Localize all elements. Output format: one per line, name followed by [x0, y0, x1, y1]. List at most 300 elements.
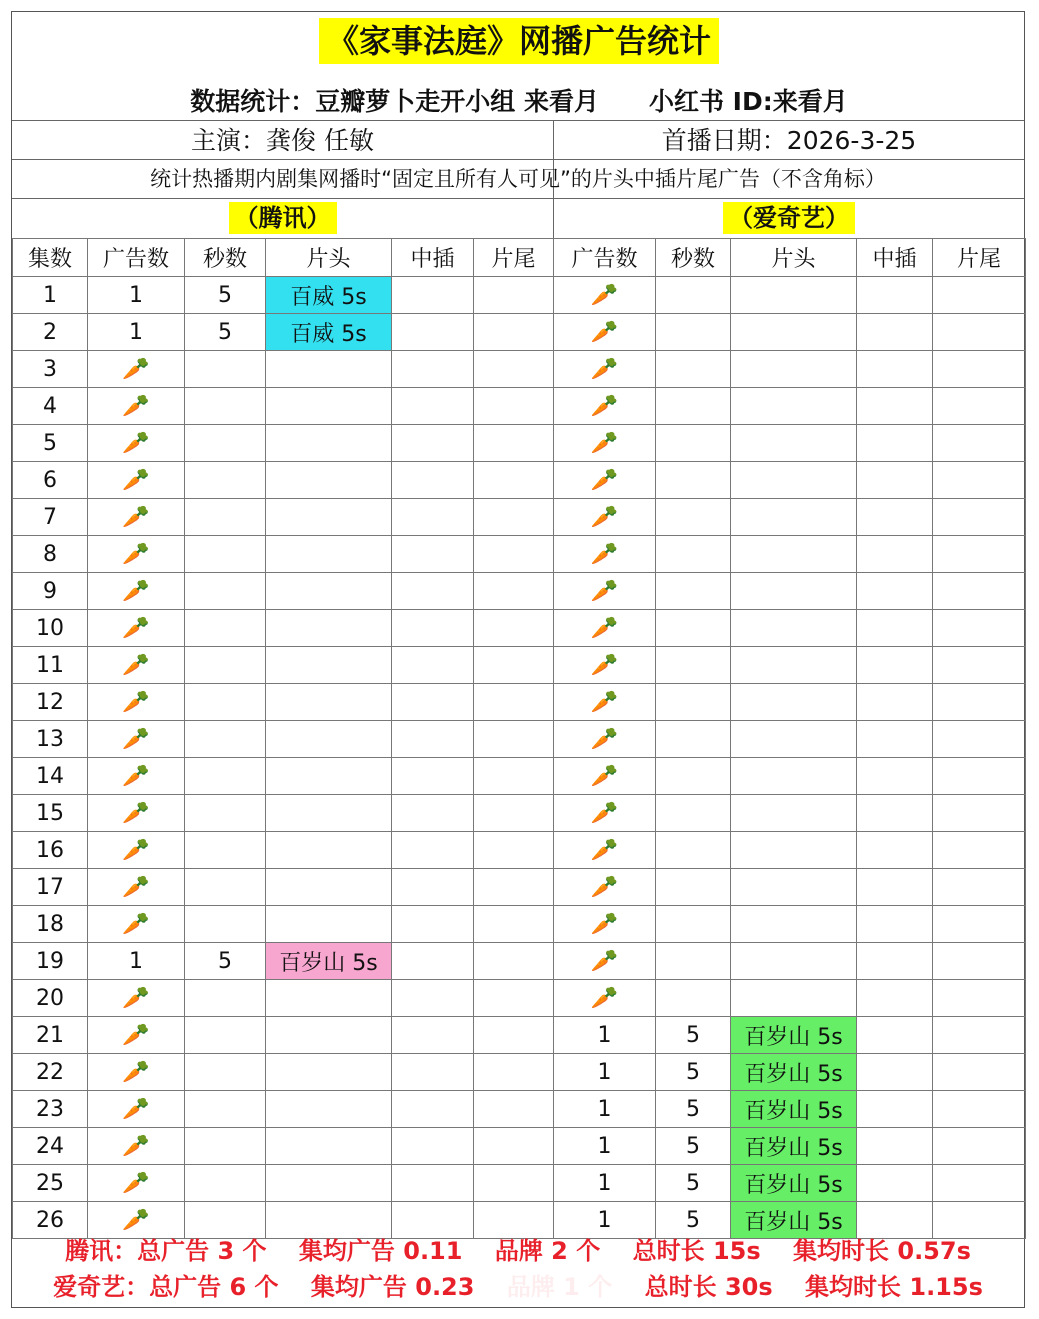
carrot-icon — [554, 499, 656, 536]
carrot-icon — [554, 314, 656, 351]
table-cell — [474, 684, 554, 721]
table-cell — [266, 1128, 392, 1165]
carrot-icon — [554, 721, 656, 758]
table-cell — [185, 351, 266, 388]
table-cell — [933, 1128, 1026, 1165]
table-cell — [857, 906, 933, 943]
carrot-icon — [554, 869, 656, 906]
carrot-icon — [554, 610, 656, 647]
table-cell — [731, 610, 857, 647]
table-row — [13, 277, 1026, 314]
table-cell — [731, 277, 857, 314]
table-cell — [392, 980, 474, 1017]
table-row — [13, 425, 1026, 462]
carrot-icon: 🥕 — [590, 800, 619, 826]
table-cell — [731, 536, 857, 573]
table-cell: 1 — [554, 1091, 656, 1128]
carrot-icon — [554, 462, 656, 499]
carrot-icon: 🥕 — [590, 467, 619, 493]
episode-cell: 4 — [13, 388, 88, 425]
table-cell — [392, 647, 474, 684]
table-row — [13, 1202, 1026, 1239]
table-cell — [857, 388, 933, 425]
table-cell — [392, 610, 474, 647]
table-cell — [857, 314, 933, 351]
table-cell — [474, 980, 554, 1017]
summary-item: 集均广告 0.11 — [298, 1237, 463, 1265]
table-cell — [933, 869, 1026, 906]
table-cell — [266, 1165, 392, 1202]
carrot-icon — [88, 906, 185, 943]
table-cell: 5 — [656, 1128, 731, 1165]
episode-cell: 3 — [13, 351, 88, 388]
table-cell — [857, 1128, 933, 1165]
episode-cell: 14 — [13, 758, 88, 795]
carrot-icon — [554, 388, 656, 425]
table-cell — [392, 425, 474, 462]
header-row — [13, 239, 1026, 277]
table-cell — [857, 832, 933, 869]
table-cell — [933, 906, 1026, 943]
table-row — [13, 795, 1026, 832]
table-cell: 百威 5s — [266, 277, 392, 314]
title-area — [12, 12, 1026, 72]
episode-cell: 1 — [13, 277, 88, 314]
col-header: 秒数 — [185, 239, 266, 277]
table-cell — [933, 314, 1026, 351]
table-cell: 百岁山 5s — [731, 1128, 857, 1165]
watermark-overlay — [492, 1274, 622, 1304]
table-cell — [392, 462, 474, 499]
carrot-icon — [88, 1128, 185, 1165]
table-cell — [857, 351, 933, 388]
platform-iqiyi-label: （爱奇艺） — [723, 202, 855, 234]
carrot-icon: 🥕 — [122, 356, 150, 382]
carrot-icon: 🥕 — [122, 1059, 150, 1085]
carrot-icon: 🥕 — [590, 319, 619, 345]
table-cell: 百岁山 5s — [731, 1017, 857, 1054]
table-cell — [392, 1091, 474, 1128]
episode-cell: 11 — [13, 647, 88, 684]
table-cell — [731, 351, 857, 388]
table-row — [13, 462, 1026, 499]
table-cell — [933, 351, 1026, 388]
carrot-icon — [554, 906, 656, 943]
carrot-icon — [88, 647, 185, 684]
table-cell — [266, 499, 392, 536]
table-cell — [185, 610, 266, 647]
table-cell: 1 — [554, 1202, 656, 1239]
carrot-icon: 🥕 — [590, 985, 619, 1011]
carrot-icon — [88, 832, 185, 869]
carrot-icon — [554, 795, 656, 832]
table-cell — [474, 351, 554, 388]
table-cell — [266, 536, 392, 573]
table-cell — [731, 721, 857, 758]
table-cell — [266, 721, 392, 758]
table-cell — [731, 425, 857, 462]
table-cell — [266, 1017, 392, 1054]
table-cell: 1 — [554, 1054, 656, 1091]
table-cell — [185, 721, 266, 758]
carrot-icon — [88, 462, 185, 499]
carrot-icon — [88, 795, 185, 832]
table-cell — [266, 647, 392, 684]
carrot-icon: 🥕 — [590, 393, 619, 419]
table-cell — [185, 573, 266, 610]
carrot-icon — [88, 610, 185, 647]
carrot-icon: 🥕 — [590, 430, 619, 456]
episode-cell: 2 — [13, 314, 88, 351]
episode-cell: 20 — [13, 980, 88, 1017]
table-cell — [731, 388, 857, 425]
table-row — [13, 351, 1026, 388]
table-cell — [185, 1202, 266, 1239]
table-row — [13, 721, 1026, 758]
carrot-icon: 🥕 — [122, 837, 150, 863]
table-cell: 1 — [88, 314, 185, 351]
carrot-icon — [88, 1054, 185, 1091]
carrot-icon — [554, 684, 656, 721]
table-cell — [474, 906, 554, 943]
carrot-icon — [554, 351, 656, 388]
table-row — [13, 536, 1026, 573]
table-cell — [857, 1017, 933, 1054]
carrot-icon — [88, 425, 185, 462]
table-cell: 5 — [656, 1017, 731, 1054]
table-row — [13, 499, 1026, 536]
table-row — [13, 610, 1026, 647]
table-cell — [857, 980, 933, 1017]
table-cell — [392, 758, 474, 795]
table-row — [13, 1054, 1026, 1091]
table-row — [13, 1128, 1026, 1165]
table-cell — [933, 1054, 1026, 1091]
table-row — [13, 647, 1026, 684]
episode-cell: 9 — [13, 573, 88, 610]
summary-item: 集均时长 0.57s — [793, 1237, 971, 1265]
summary-item: 品牌 2 个 — [494, 1237, 601, 1265]
table-cell — [857, 499, 933, 536]
episode-cell: 12 — [13, 684, 88, 721]
table-cell — [266, 1202, 392, 1239]
carrot-icon: 🥕 — [590, 948, 619, 974]
table-cell — [656, 869, 731, 906]
premiere-date: 首播日期：2026-3-25 — [661, 126, 917, 155]
table-row — [13, 906, 1026, 943]
col-header: 集数 — [13, 239, 88, 277]
table-cell — [857, 721, 933, 758]
table-cell — [185, 462, 266, 499]
carrot-icon: 🥕 — [122, 430, 150, 456]
table-cell — [392, 1017, 474, 1054]
table-cell — [392, 832, 474, 869]
table-cell — [731, 943, 857, 980]
table-cell — [731, 832, 857, 869]
table-row — [13, 573, 1026, 610]
table-cell: 1 — [88, 277, 185, 314]
table-cell — [731, 462, 857, 499]
table-cell — [857, 647, 933, 684]
table-cell — [933, 462, 1026, 499]
table-cell — [933, 758, 1026, 795]
table-cell — [656, 758, 731, 795]
table-cell — [266, 573, 392, 610]
carrot-icon: 🥕 — [122, 393, 150, 419]
table-cell — [392, 277, 474, 314]
xhs-id: 小红书 ID:来看月 — [648, 87, 848, 116]
table-cell: 百岁山 5s — [731, 1202, 857, 1239]
carrot-icon: 🥕 — [122, 726, 150, 752]
table-cell — [392, 1202, 474, 1239]
table-cell — [933, 1202, 1026, 1239]
carrot-icon — [88, 536, 185, 573]
table-cell — [656, 684, 731, 721]
carrot-icon: 🥕 — [590, 652, 619, 678]
table-cell: 5 — [656, 1165, 731, 1202]
table-cell — [857, 610, 933, 647]
table-cell — [933, 536, 1026, 573]
carrot-icon: 🥕 — [122, 1022, 150, 1048]
table-cell: 5 — [185, 943, 266, 980]
table-cell — [474, 1128, 554, 1165]
table-row — [13, 314, 1026, 351]
carrot-icon — [88, 1017, 185, 1054]
carrot-icon: 🥕 — [122, 985, 150, 1011]
table-cell — [933, 795, 1026, 832]
table-cell — [474, 647, 554, 684]
table-cell — [474, 943, 554, 980]
carrot-icon — [88, 684, 185, 721]
table-cell: 5 — [185, 314, 266, 351]
table-cell — [656, 721, 731, 758]
table-cell — [474, 721, 554, 758]
table-cell: 1 — [554, 1128, 656, 1165]
episode-cell: 6 — [13, 462, 88, 499]
table-cell — [857, 462, 933, 499]
table-cell — [474, 795, 554, 832]
episode-cell: 10 — [13, 610, 88, 647]
table-cell — [266, 795, 392, 832]
table-cell — [185, 684, 266, 721]
table-cell — [266, 1054, 392, 1091]
carrot-icon: 🥕 — [590, 911, 619, 937]
table-cell — [392, 536, 474, 573]
table-cell — [857, 1091, 933, 1128]
table-cell — [857, 1202, 933, 1239]
table-cell: 1 — [88, 943, 185, 980]
carrot-icon: 🥕 — [590, 541, 619, 567]
table-cell — [185, 758, 266, 795]
table-cell: 百岁山 5s — [266, 943, 392, 980]
table-cell: 百岁山 5s — [731, 1054, 857, 1091]
carrot-icon: 🥕 — [122, 911, 150, 937]
episode-cell: 24 — [13, 1128, 88, 1165]
carrot-icon: 🥕 — [590, 578, 619, 604]
table-cell — [266, 758, 392, 795]
col-header: 中插 — [857, 239, 933, 277]
carrot-icon — [88, 1165, 185, 1202]
carrot-icon: 🥕 — [122, 1170, 150, 1196]
table-cell — [474, 499, 554, 536]
episode-cell: 22 — [13, 1054, 88, 1091]
table-cell — [392, 684, 474, 721]
table-cell — [185, 388, 266, 425]
summary-item: 总时长 30s — [644, 1273, 773, 1301]
table-cell: 百岁山 5s — [731, 1091, 857, 1128]
carrot-icon — [88, 1091, 185, 1128]
carrot-icon — [88, 980, 185, 1017]
ad-table — [12, 238, 1026, 1239]
table-row — [13, 943, 1026, 980]
table-cell — [933, 721, 1026, 758]
table-cell: 5 — [656, 1091, 731, 1128]
table-cell — [392, 1165, 474, 1202]
table-cell — [731, 758, 857, 795]
carrot-icon — [88, 499, 185, 536]
carrot-icon: 🥕 — [122, 504, 150, 530]
table-cell — [392, 869, 474, 906]
table-cell — [266, 610, 392, 647]
episode-cell: 16 — [13, 832, 88, 869]
table-cell — [185, 980, 266, 1017]
episode-cell: 26 — [13, 1202, 88, 1239]
table-cell — [185, 536, 266, 573]
table-cell — [731, 647, 857, 684]
table-cell — [656, 499, 731, 536]
carrot-icon: 🥕 — [122, 541, 150, 567]
summary-item: 集均时长 1.15s — [805, 1273, 983, 1301]
table-cell — [392, 314, 474, 351]
carrot-icon — [88, 351, 185, 388]
table-cell — [857, 795, 933, 832]
col-header: 秒数 — [656, 239, 731, 277]
carrot-icon — [554, 277, 656, 314]
table-cell — [392, 573, 474, 610]
page-title: 《家事法庭》网播广告统计 — [319, 18, 719, 64]
table-cell — [656, 277, 731, 314]
table-cell — [731, 980, 857, 1017]
table-cell — [933, 684, 1026, 721]
table-cell — [656, 351, 731, 388]
table-cell — [857, 758, 933, 795]
table-cell — [392, 1054, 474, 1091]
table-cell — [731, 906, 857, 943]
table-cell — [185, 795, 266, 832]
table-cell — [656, 980, 731, 1017]
table-cell — [474, 869, 554, 906]
stats-credit: 数据统计：豆瓣萝卜走开小组 来看月 — [190, 87, 599, 116]
carrot-icon: 🥕 — [122, 1133, 150, 1159]
carrot-icon — [554, 647, 656, 684]
table-cell — [392, 499, 474, 536]
carrot-icon: 🥕 — [122, 800, 150, 826]
table-cell — [656, 314, 731, 351]
table-cell — [185, 647, 266, 684]
carrot-icon — [554, 832, 656, 869]
table-row — [13, 1017, 1026, 1054]
carrot-icon: 🥕 — [122, 1207, 150, 1233]
table-cell — [933, 388, 1026, 425]
table-cell — [656, 462, 731, 499]
summary-item: 集均广告 0.23 — [310, 1273, 475, 1301]
table-cell — [185, 1054, 266, 1091]
table-cell — [933, 832, 1026, 869]
carrot-icon: 🥕 — [590, 282, 619, 308]
table-cell — [266, 832, 392, 869]
carrot-icon: 🥕 — [122, 689, 150, 715]
carrot-icon: 🥕 — [590, 615, 619, 641]
carrot-icon — [554, 980, 656, 1017]
carrot-icon: 🥕 — [590, 763, 619, 789]
summary-item: 总时长 15s — [632, 1237, 761, 1265]
table-cell — [185, 1017, 266, 1054]
col-header: 片头 — [731, 239, 857, 277]
carrot-icon: 🥕 — [122, 467, 150, 493]
summary-item: 爱奇艺：总广告 6 个 — [53, 1273, 279, 1301]
col-header: 片尾 — [933, 239, 1026, 277]
col-header: 中插 — [392, 239, 474, 277]
carrot-icon: 🥕 — [590, 726, 619, 752]
table-cell — [185, 1128, 266, 1165]
table-cell — [857, 943, 933, 980]
table-cell — [392, 943, 474, 980]
table-cell — [185, 832, 266, 869]
table-cell — [185, 425, 266, 462]
table-cell — [474, 277, 554, 314]
table-cell — [857, 1054, 933, 1091]
table-cell — [933, 943, 1026, 980]
table-cell — [185, 499, 266, 536]
table-cell — [392, 388, 474, 425]
episode-cell: 18 — [13, 906, 88, 943]
table-cell — [185, 1091, 266, 1128]
episode-cell: 8 — [13, 536, 88, 573]
carrot-icon — [88, 721, 185, 758]
carrot-icon — [554, 758, 656, 795]
cast-text: 主演：龚俊 任敏 — [191, 126, 374, 155]
table-cell — [731, 573, 857, 610]
table-cell — [656, 943, 731, 980]
table-cell — [392, 351, 474, 388]
summary-tencent — [12, 1234, 1024, 1268]
carrot-icon: 🥕 — [122, 578, 150, 604]
carrot-icon — [88, 869, 185, 906]
carrot-icon: 🥕 — [122, 763, 150, 789]
table-cell — [266, 1091, 392, 1128]
table-cell — [185, 869, 266, 906]
platform-iqiyi — [554, 198, 1024, 238]
table-cell — [185, 906, 266, 943]
table-cell — [266, 425, 392, 462]
episode-cell: 7 — [13, 499, 88, 536]
table-cell — [266, 684, 392, 721]
table-cell — [933, 980, 1026, 1017]
table-cell — [656, 388, 731, 425]
table-cell: 5 — [656, 1202, 731, 1239]
table-cell — [474, 388, 554, 425]
platform-tencent — [12, 198, 553, 238]
table-cell — [656, 610, 731, 647]
table-cell — [933, 277, 1026, 314]
table-cell — [857, 277, 933, 314]
carrot-icon — [88, 758, 185, 795]
carrot-icon: 🥕 — [122, 1096, 150, 1122]
table-cell: 5 — [185, 277, 266, 314]
table-cell — [474, 758, 554, 795]
table-cell: 百岁山 5s — [731, 1165, 857, 1202]
carrot-icon: 🥕 — [590, 837, 619, 863]
